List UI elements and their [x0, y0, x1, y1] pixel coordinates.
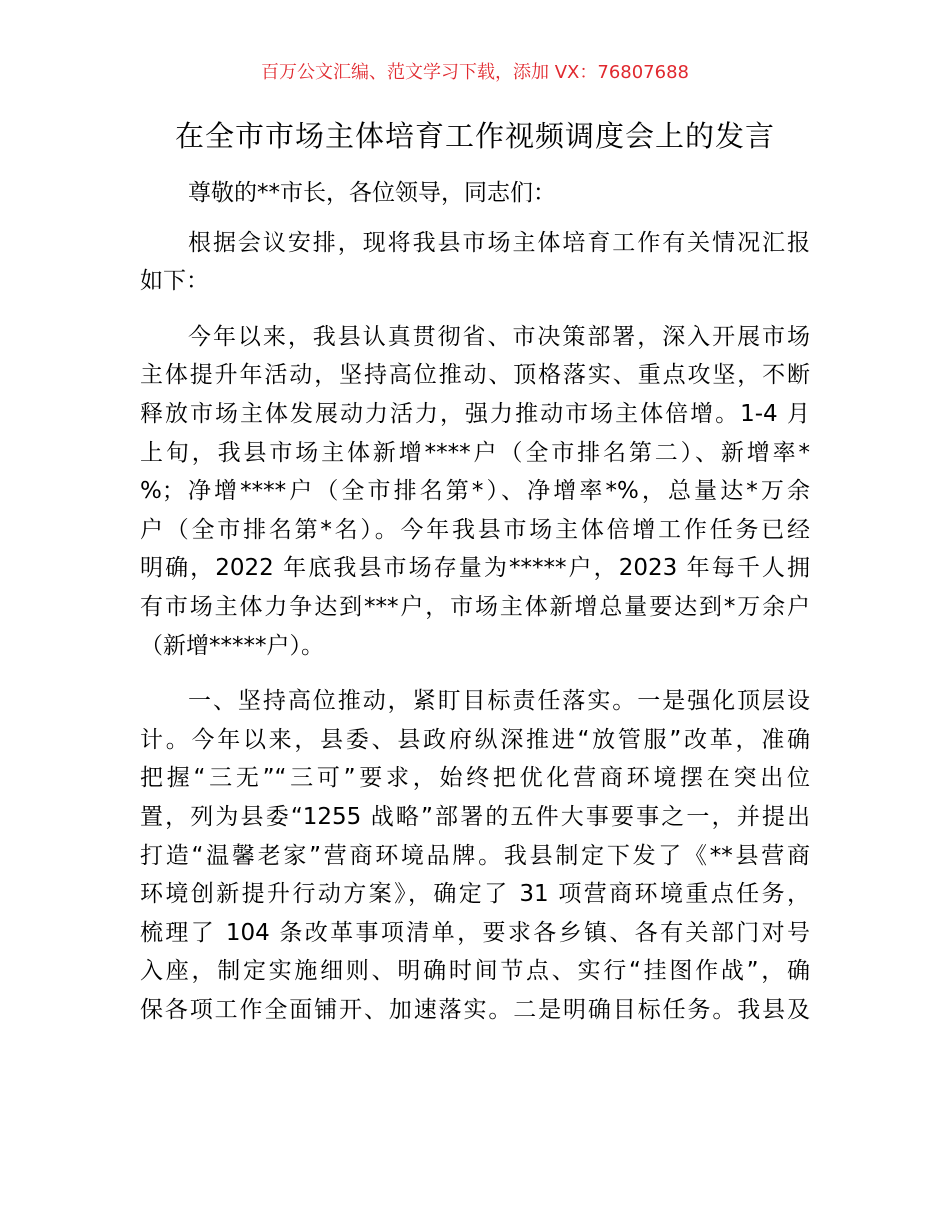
- text-line: 把握“三无”“三可”要求，始终把优化营商环境摆在突出位: [140, 765, 810, 792]
- text-line: 置，列为县委“1255 战略”部署的五件大事要事之一，并提出: [140, 803, 810, 830]
- text-line: 主体提升年活动，坚持高位推动、顶格落实、重点攻坚，不断: [140, 362, 810, 389]
- paragraph: [140, 318, 810, 665]
- text-line: 梳理了 104 条改革事项清单，要求各乡镇、各有关部门对号: [140, 919, 810, 946]
- text-line: 计。今年以来，县委、县政府纵深推进“放管服”改革，准确: [140, 726, 810, 753]
- text-line: 尊敬的**市长，各位领导，同志们：: [188, 180, 556, 206]
- watermark-banner: 百万公文汇编、范文学习下载，添加 VX：76807688: [261, 62, 689, 83]
- text-line: （新增*****户）。: [140, 632, 324, 659]
- text-line: 释放市场主体发展动力活力，强力推动市场主体倍增。1-4 月: [140, 400, 810, 427]
- salutation: [140, 174, 810, 213]
- text-line: 如下：: [140, 268, 209, 295]
- text-line: 根据会议安排，现将我县市场主体培育工作有关情况汇报: [188, 229, 810, 256]
- document-title: 在全市市场主体培育工作视频调度会上的发言: [174, 119, 775, 153]
- text-line: 入座，制定实施细则、明确时间节点、实行“挂图作战”，确: [140, 958, 810, 985]
- paragraph: [140, 682, 810, 1029]
- document-body: [140, 174, 810, 1046]
- paragraph: [140, 224, 810, 301]
- text-line: 保各项工作全面铺开、加速落实。二是明确目标任务。我县及: [140, 996, 810, 1023]
- text-line: 一、坚持高位推动，紧盯目标责任落实。一是强化顶层设: [188, 688, 810, 715]
- text-line: 环境创新提升行动方案》，确定了 31 项营商环境重点任务，: [140, 881, 810, 908]
- text-line: 户（全市排名第*名）。今年我县市场主体倍增工作任务已经: [140, 516, 810, 543]
- text-line: 有市场主体力争达到***户，市场主体新增总量要达到*万余户: [140, 593, 810, 620]
- text-line: 打造“温馨老家”营商环境品牌。我县制定下发了《**县营商: [140, 842, 810, 869]
- text-line: %；净增****户（全市排名第*）、净增率*%，总量达*万余: [140, 478, 810, 505]
- text-line: 上旬，我县市场主体新增****户（全市排名第二）、新增率*: [140, 439, 810, 466]
- text-line: 明确，2022 年底我县市场存量为*****户，2023 年每千人拥: [140, 555, 810, 582]
- text-line: 今年以来，我县认真贯彻省、市决策部署，深入开展市场: [188, 323, 810, 350]
